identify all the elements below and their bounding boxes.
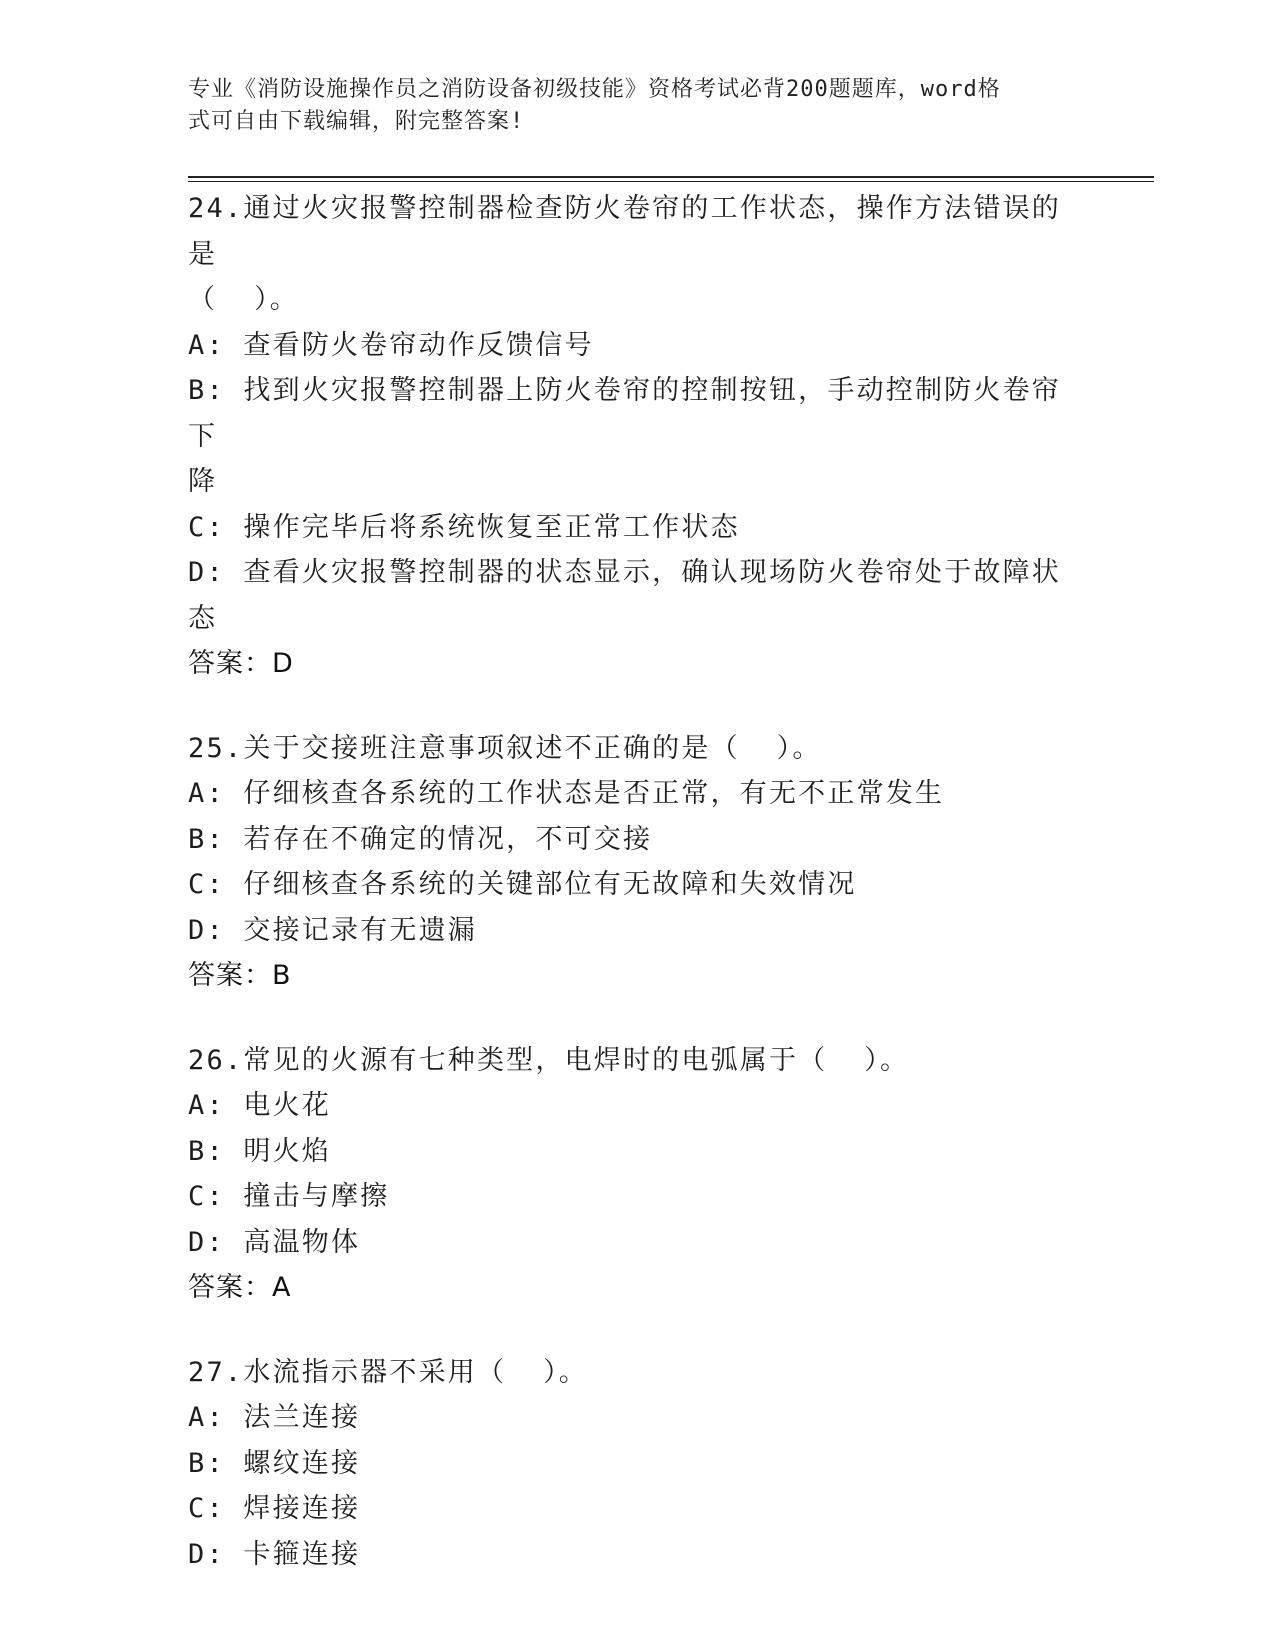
question-list <box>188 186 1088 1616</box>
header-divider <box>188 176 1154 182</box>
option-a: A: 仔细核查各系统的工作状态是否正常，有无不正常发生 <box>188 778 945 809</box>
question-27 <box>188 1350 1088 1578</box>
option-b: B: 螺纹连接 <box>188 1447 361 1479</box>
option-c: C: 撞击与摩擦 <box>188 1181 390 1212</box>
option-b-continued: 降 <box>188 466 218 497</box>
option-a: A: 电火花 <box>188 1090 331 1121</box>
option-b: B: 明火焰 <box>188 1135 331 1167</box>
question-stem-line: 26.常见的火源有七种类型，电焊时的电弧属于（ ）。 <box>188 1044 910 1076</box>
question-stem-line: （ ）。 <box>188 284 300 315</box>
option-c: C: 操作完毕后将系统恢复至正常工作状态 <box>188 511 740 543</box>
answer: 答案：D <box>188 648 294 679</box>
option-d: D: 查看火灾报警控制器的状态显示，确认现场防火卷帘处于故障状态 <box>188 557 1061 634</box>
option-a: A: 法兰连接 <box>188 1402 361 1433</box>
answer: 答案：A <box>188 1272 292 1303</box>
option-b: B: 找到火灾报警控制器上防火卷帘的控制按钮，手动控制防火卷帘下 <box>188 375 1061 452</box>
question-stem-line: 24.通过火灾报警控制器检查防火卷帘的工作状态，操作方法错误的是 <box>188 193 1061 270</box>
option-c: C: 仔细核查各系统的关键部位有无故障和失效情况 <box>188 869 857 900</box>
question-26 <box>188 1038 1088 1311</box>
question-25 <box>188 726 1088 999</box>
option-b: B: 若存在不确定的情况，不可交接 <box>188 823 653 855</box>
option-d: D: 交接记录有无遗漏 <box>188 914 477 946</box>
header-line-1: 专业《消防设施操作员之消防设备初级技能》资格考试必背200题题库，word格 <box>188 77 1001 102</box>
option-a: A: 查看防火卷帘动作反馈信号 <box>188 329 594 361</box>
question-24 <box>188 186 1088 687</box>
option-d: D: 卡箍连接 <box>188 1538 361 1570</box>
question-stem-line: 25.关于交接班注意事项叙述不正确的是（ ）。 <box>188 732 822 764</box>
option-c: C: 焊接连接 <box>188 1493 361 1524</box>
option-d: D: 高温物体 <box>188 1226 361 1258</box>
document-header <box>188 74 1068 138</box>
answer: 答案：B <box>188 960 292 991</box>
header-line-2: 式可自由下载编辑，附完整答案! <box>188 109 525 134</box>
question-stem-line: 27.水流指示器不采用（ ）。 <box>188 1356 588 1388</box>
